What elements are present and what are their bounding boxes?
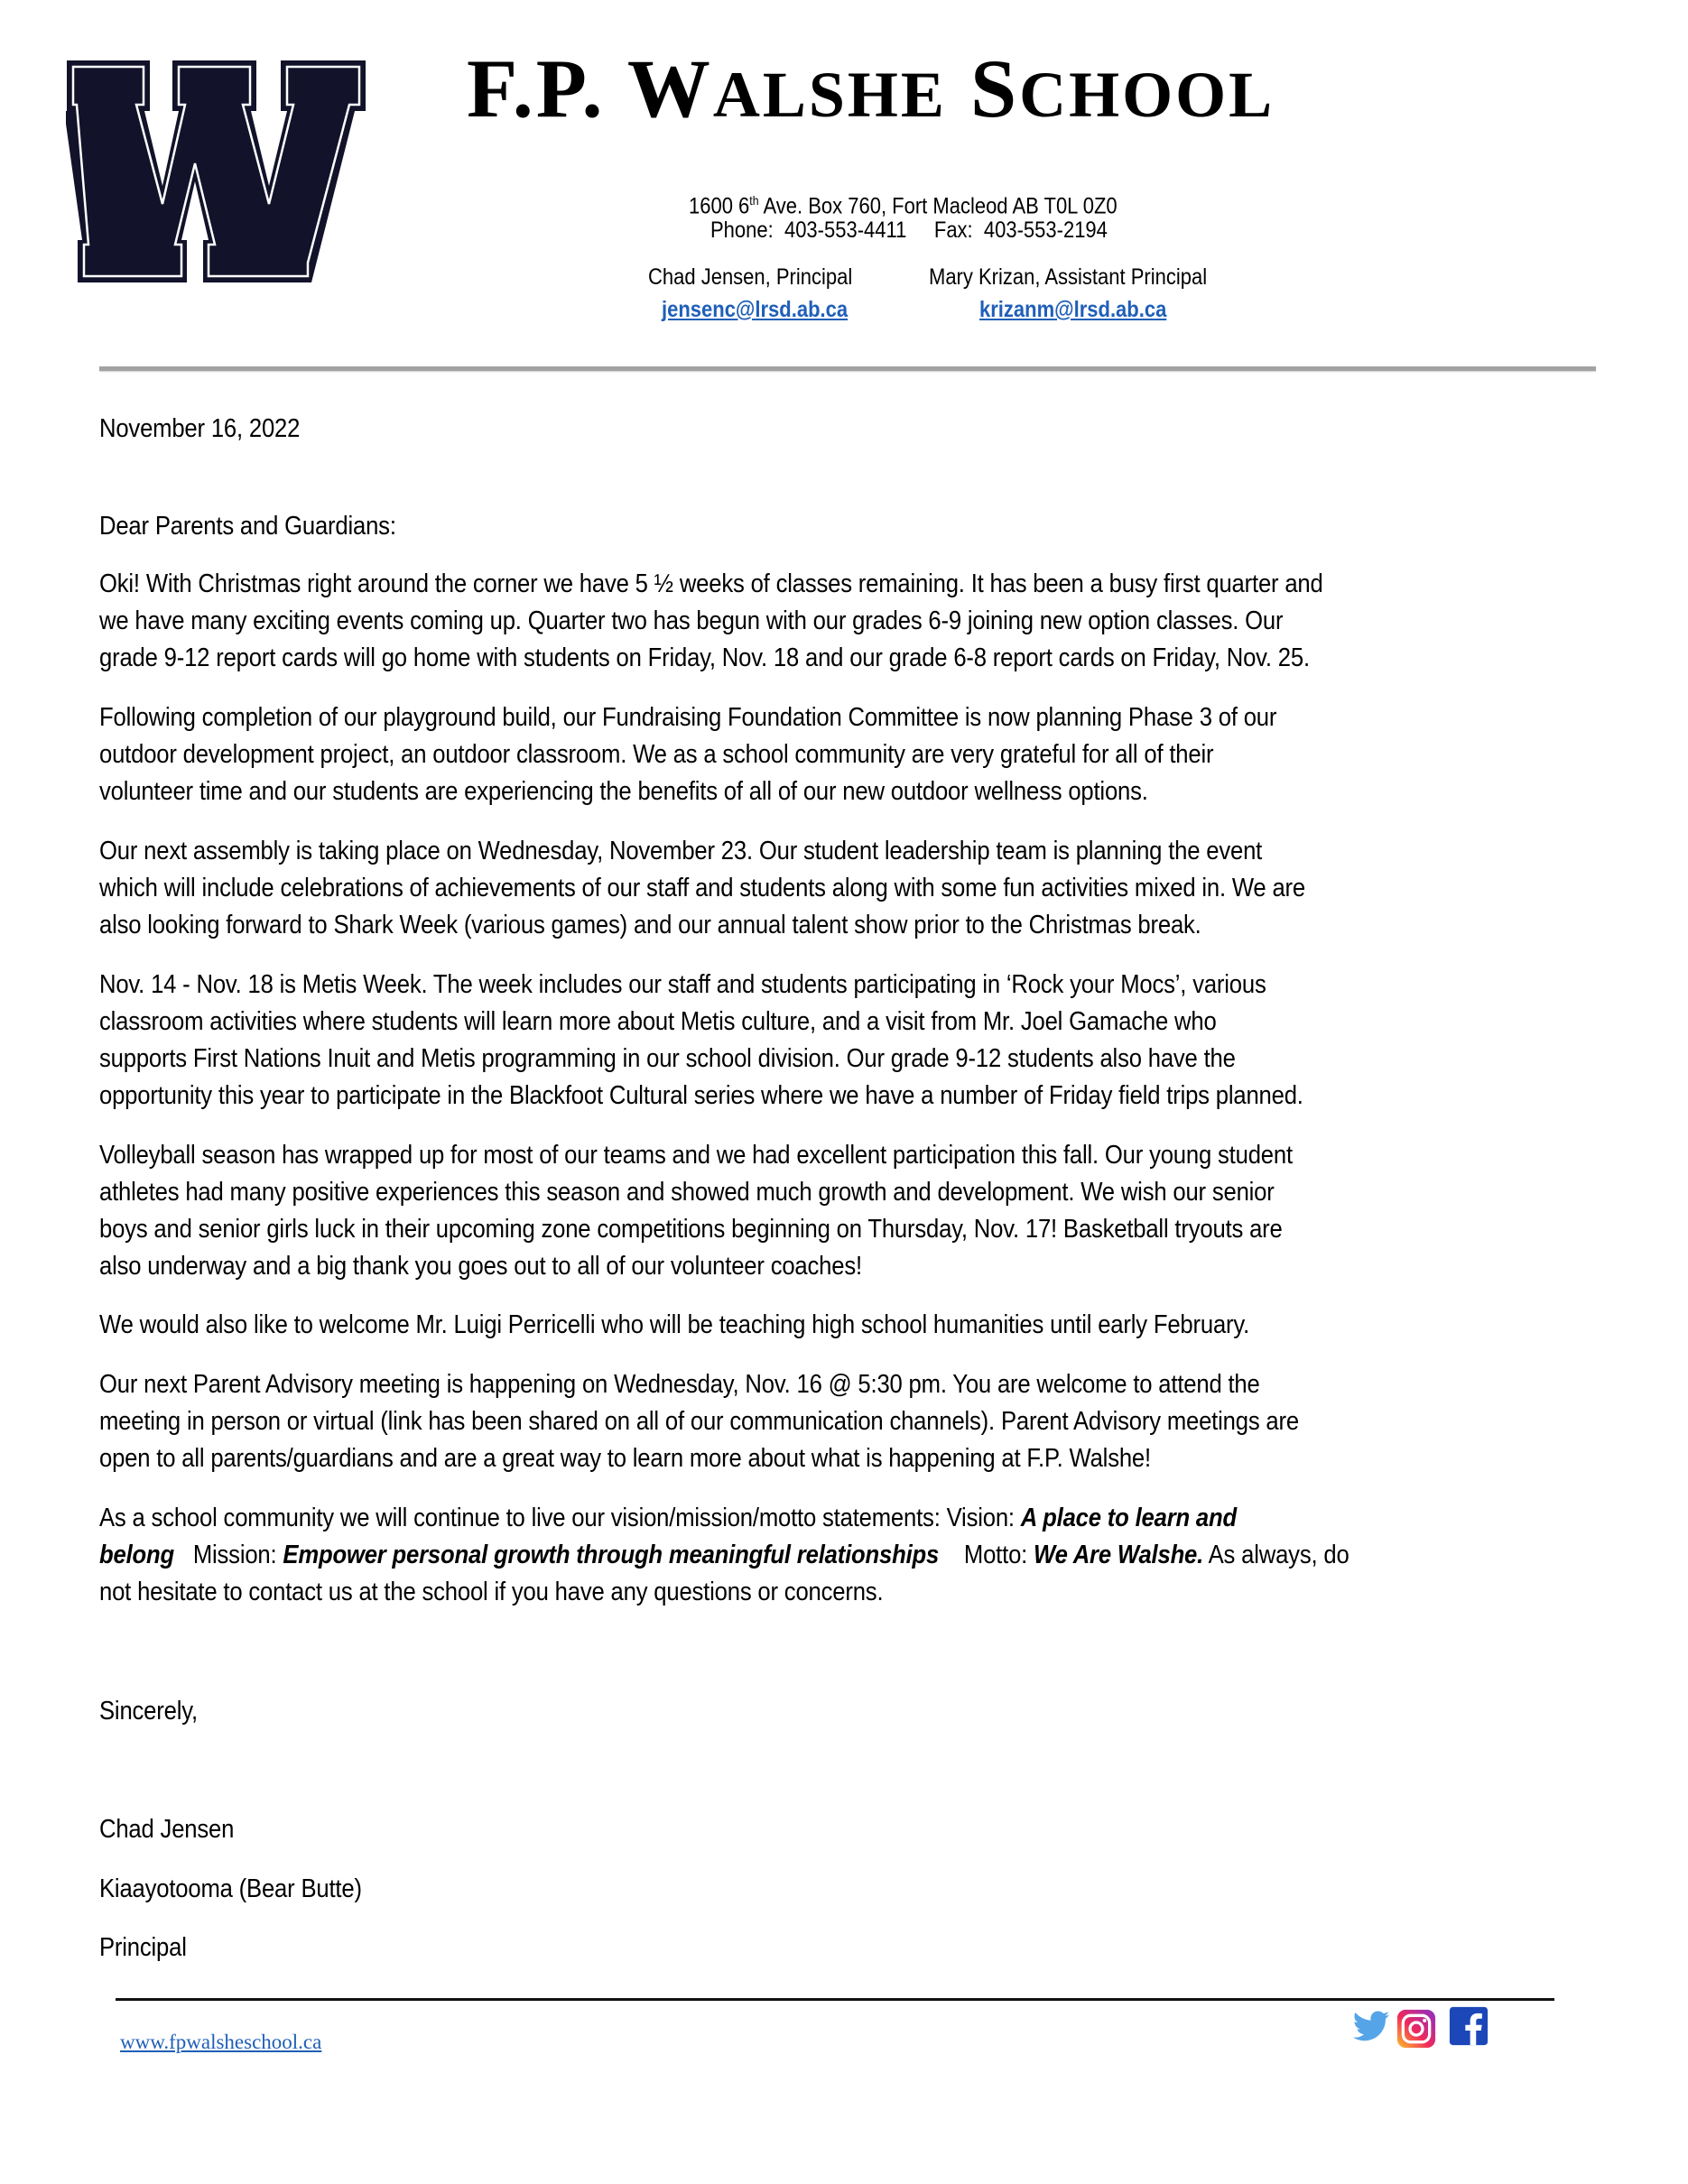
school-address: 1600 6th Ave. Box 760, Fort Macleod AB T0L 0Z0 [689,193,1118,219]
instagram-icon[interactable] [1396,2009,1436,2049]
paragraph-line: open to all parents/guardians and are a great way to learn more about what is happening at F.P. Walshe! [99,1444,1151,1473]
signer-name: Chad Jensen [99,1815,235,1844]
salutation: Dear Parents and Guardians: [99,512,396,541]
letter-date: November 16, 2022 [99,414,301,443]
paragraph-line: Nov. 14 - Nov. 18 is Metis Week. The week includes our staff and students participating in ‘Rock your Mocs’, various [99,970,1266,999]
closing: Sincerely, [99,1697,198,1726]
paragraph-line: Following completion of our playground build, our Fundraising Foundation Committee is now planning Phase 3 of our [99,703,1277,732]
motto-statement: We Are Walshe. [1034,1541,1204,1569]
principal-email-link[interactable]: jensenc@lrsd.ab.ca [662,297,849,322]
paragraph-line: athletes had many positive experiences this season and showed much growth and development. We wish our senior [99,1178,1275,1207]
paragraph-line: volunteer time and our students are experiencing the benefits of all of our new outdoor wellness options. [99,777,1148,806]
school-name: F.P. WALSHE SCHOOL [467,42,1275,134]
paragraph-line: Oki! With Christmas right around the corner we have 5 ½ weeks of classes remaining. It has been a busy first quarter and [99,569,1323,598]
paragraph-line: opportunity this year to participate in the Blackfoot Cultural series where we have a number of Friday field trips planned. [99,1081,1303,1110]
paragraph-line: Volleyball season has wrapped up for most of our teams and we had excellent participation this fall. Our young student [99,1141,1293,1170]
signer-title: Principal [99,1933,187,1962]
principal-name: Chad Jensen, Principal [648,264,853,290]
twitter-icon[interactable] [1351,2007,1391,2047]
paragraph-line: Our next assembly is taking place on Wednesday, November 23. Our student leadership team is planning the event [99,837,1263,865]
signer-blackfoot-name: Kiaayotooma (Bear Butte) [99,1874,362,1903]
website-link[interactable]: www.fpwalsheschool.ca [120,2031,322,2053]
school-w-logo [66,60,405,283]
mission-line-3: not hesitate to contact us at the school if you have any questions or concerns. [99,1578,884,1606]
mission-statement: Empower personal growth through meaningful relationships [283,1541,940,1569]
vision-statement: A place to learn and [1020,1504,1237,1532]
paragraph-line: classroom activities where students will learn more about Metis culture, and a visit from Mr. Joel Gamache who [99,1007,1217,1036]
paragraph-line: We would also like to welcome Mr. Luigi Perricelli who will be teaching high school humanities until early February. [99,1310,1250,1339]
paragraph-line: meeting in person or virtual (link has been shared on all of our communication channels). Parent Advisory meetings are [99,1407,1299,1436]
paragraph-line: supports First Nations Inuit and Metis programming in our school division. Our grade 9-12 students also have the [99,1044,1236,1073]
paragraph-line: also looking forward to Shark Week (various games) and our annual talent show prior to the Christmas break. [99,911,1201,939]
facebook-icon[interactable] [1449,2006,1489,2046]
mission-line-2: belong Mission: Empower personal growth through meaningful relationships Motto: We Are Walshe. As always, do [99,1541,1349,1569]
paragraph-line: grade 9-12 report cards will go home with students on Friday, Nov. 18 and our grade 6-8 report cards on Friday, Nov. 25. [99,643,1310,672]
paragraph-line: we have many exciting events coming up. Quarter two has begun with our grades 6-9 joining new option classes. Our [99,606,1284,635]
paragraph-line: outdoor development project, an outdoor classroom. We as a school community are very grateful for all of their [99,740,1214,769]
paragraph-line: Our next Parent Advisory meeting is happening on Wednesday, Nov. 16 @ 5:30 pm. You are welcome to attend the [99,1370,1260,1399]
paragraph-line: which will include celebrations of achievements of our staff and students along with some fun activities mixed in. We are [99,874,1305,902]
header-divider [99,366,1596,371]
phone-fax-line: Phone: 403-553-4411 Fax: 403-553-2194 [710,217,1108,243]
assistant-email-link[interactable]: krizanm@lrsd.ab.ca [979,297,1167,322]
mission-line-1: As a school community we will continue to live our vision/mission/motto statements: Vision: A place to learn and [99,1504,1237,1532]
footer-divider [116,1998,1554,2001]
paragraph-line: boys and senior girls luck in their upcoming zone competitions beginning on Thursday, Nov. 17! Basketball tryouts are [99,1215,1283,1244]
paragraph-line: also underway and a big thank you goes out to all of our volunteer coaches! [99,1252,862,1281]
assistant-principal-name: Mary Krizan, Assistant Principal [929,264,1208,290]
